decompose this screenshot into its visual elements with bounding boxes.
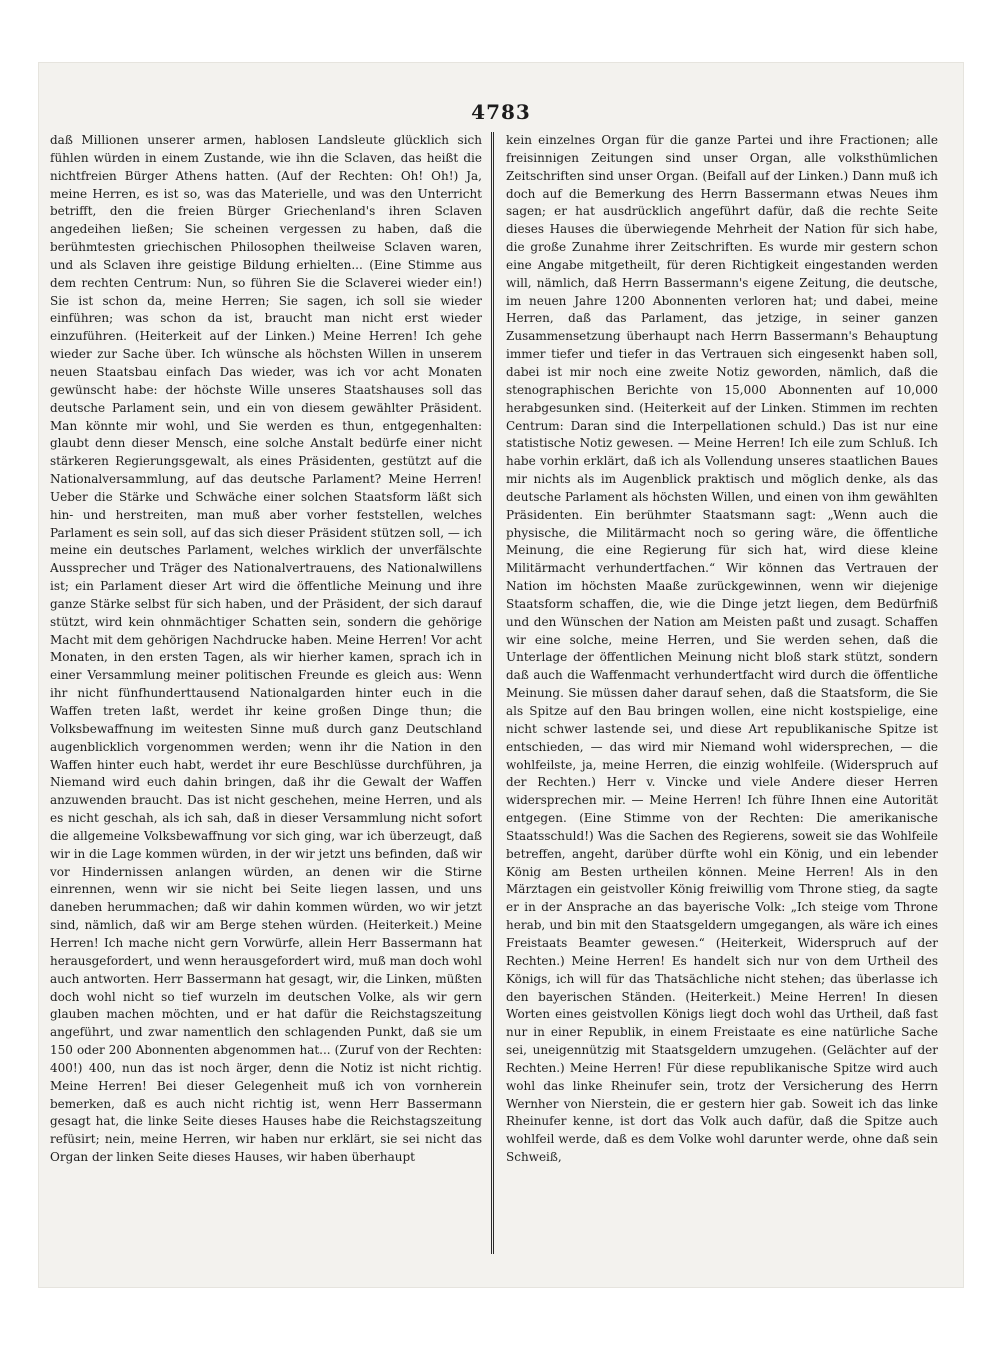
left-column-text: daß Millionen unserer armen, hablosen Landsleute glücklich sich fühlen würden in einem Zustande, wie ihn die Sclaven, das heißt die nichtfreien Bürger Athens hatten. (Auf der Rechten: Oh! Oh!) Ja, meine Herren, es ist so, was das Materielle, und was den Unterricht betrifft, den die freien Bürger Griechenland's ihren Sclaven angedeihen ließen; Sie scheinen vergessen zu haben, daß die berühmtesten griechischen Philosophen theilweise Sclaven waren, und als Sclaven ihre geistige Bildung erhielten... (Eine Stimme aus dem rechten Centrum: Nun, so führen Sie die Sclaverei wieder ein!) Sie ist schon da, meine Herren; Sie sagen, ich soll sie wieder einführen; was schon da ist, braucht man nicht erst wieder einzuführen. (Heiterkeit auf der Linken.) Meine Herren! Ich gehe wieder zur Sache über. Ich wünsche als höchsten Willen in unserem neuen Staatsbau einfach Das wieder, was ich vor acht Monaten gewünscht habe: der höchste Wille unseres Staatshauses soll das deutsche Parlament sein, und ein von diesem gewählter Präsident. Man könnte mir wohl, und Sie werden es thun, entgegenhalten: glaubt denn dieser Mensch, eine solche Anstalt bedürfe einer nicht stärkeren Regierungsgewalt, als eines Präsidenten, gestützt auf die Nationalversammlung, auf das deutsche Parlament? Meine Herren! Ueber die Stärke und Schwäche einer solchen Staatsform läßt sich hin- und herstreiten, man muß aber vorher feststellen, welches Parlament es sein soll, auf das sich dieser Präsident stützen soll, — ich meine ein deutsches Parlament, welches wirklich der unverfälschte Aussprecher und Träger des Nationalvertrauens, des Nationalwillens ist; ein Parlament dieser Art wird die öffentliche Meinung und ihre ganze Stärke selbst für sich haben, und der Präsident, der sich darauf stützt, wird kein ohnmächtiger Schatten sein, sondern die gehörige Macht mit dem gehörigen Nachdrucke haben. Meine Herren! Vor acht Monaten, in den ersten Tagen, als wir hierher kamen, sprach ich in einer Versammlung meiner politischen Freunde es gleich aus: Wenn ihr nicht fünfhunderttausend Nationalgarden hinter euch in die Waffen treten laßt, werdet ihr keine großen Dinge thun; die Volksbewaffnung im weitesten Sinne muß durch ganz Deutschland augenblicklich vorgenommen werden; wenn ihr die Nation in den Waffen hinter euch habt, werdet ihr eure Beschlüsse durchführen, ja Niemand wird euch dahin bringen, daß ihr die Gewalt der Waffen anzuwenden braucht. Das ist nicht geschehen, meine Herren, und als es nicht geschah, als ich sah, daß in dieser Versammlung nicht sofort die allgemeine Volksbewaffnung vor sich ging, war ich überzeugt, daß wir in die Lage kommen würden, in der wir jetzt uns befinden, daß wir vor Hindernissen anlangen würden, an denen wir die Stirne einrennen, wenn wir sie nicht bei Seite liegen lassen, und uns daneben herummachen; daß wir dahin kommen würden, wo wir jetzt sind, nämlich, daß wir am Berge stehen würden. (Heiterkeit.) Meine Herren! Ich mache nicht gern Vorwürfe, allein Herr Bassermann hat herausgefordert, und wenn herausgefordert wird, muß man doch wohl auch antworten. Herr Bassermann hat gesagt, wir, die Linken, müßten doch wohl nicht so tief wurzeln im deutschen Volke, als wir gern glauben machen möchten, und er hat dafür die Reichstagszeitung angeführt, und zwar namentlich den schlagenden Punkt, daß sie um 150 oder 200 Abonnenten abgenommen hat... (Zuruf von der Rechten: 400!) 400, nun das ist noch ärger, denn die Notiz ist nicht richtig. Meine Herren! Bei dieser Gelegenheit muß ich von vornherein bemerken, daß es auch nicht richtig ist, wenn Herr Bassermann gesagt hat, die linke Seite dieses Hauses habe die Reichstagszeitung refüsirt; nein, meine Herren, wir haben nur erklärt, sie sei nicht das Organ der linken Seite dieses Hauses, wir haben überhaupt	[50, 133, 482, 1165]
right-column-text: kein einzelnes Organ für die ganze Partei und ihre Fractionen; alle freisinnigen Zeitungen sind unser Organ, alle volksthümlichen Zeitschriften sind unser Organ. (Beifall auf der Linken.) Dann muß ich doch auf die Bemerkung des Herrn Bassermann etwas Neues ihm sagen; er hat ausdrücklich angeführt dafür, daß die rechte Seite dieses Hauses die überwiegende Mehrheit der Nation für sich habe, die große Zunahme ihrer Zeitschriften. Es wurde mir gestern schon eine Angabe mitgetheilt, für deren Richtigkeit eingestanden werden will, nämlich, daß Herrn Bassermann's eigene Zeitung, die deutsche, im neuen Jahre 1200 Abonnenten verloren hat; und dabei, meine Herren, daß das Parlament, das jetzige, in seiner ganzen Zusammensetzung überhaupt nach Herrn Bassermann's Behauptung immer tiefer und tiefer in das Vertrauen sich eingesenkt haben soll, dabei ist mir noch eine zweite Notiz geworden, nämlich, daß die stenographischen Berichte von 15,000 Abonnenten auf 10,000 herabgesunken sind. (Heiterkeit auf der Linken. Stimmen im rechten Centrum: Daran sind die Interpellationen schuld.) Das ist nur eine statistische Notiz gewesen. — Meine Herren! Ich eile zum Schluß. Ich habe vorhin erklärt, daß ich als Vollendung unseres staatlichen Baues mir nichts als im Augenblick praktisch und möglich denke, als das deutsche Parlament als höchsten Willen, und einen von ihm gewählten Präsidenten. Ein berühmter Staatsmann sagt: „Wenn auch die physische, die Militärmacht noch so gering wäre, die öffentliche Meinung, die eine Regierung für sich hat, wird diese kleine Militärmacht verhundertfachen.“ Wir können das Vertrauen der Nation im höchsten Maaße zurückgewinnen, wenn wir diejenige Staatsform schaffen, die, wie die Dinge jetzt liegen, dem Bedürfniß und den Wünschen der Nation am Meisten paßt und zusagt. Schaffen wir eine solche, meine Herren, und Sie werden sehen, daß die Unterlage der öffentlichen Meinung nicht bloß stark stützt, sondern daß auch die Waffenmacht verhundertfacht wird durch die öffentliche Meinung. Sie müssen daher darauf sehen, daß die Staatsform, die Sie als Spitze auf den Bau bringen wollen, eine nicht kostspielige, eine nicht schwer lastende sei, und diese Art republikanische Spitze ist entschieden, — das wird mir Niemand wohl widersprechen, — die wohlfeilste, ja, meine Herren, die einzig wohlfeile. (Widerspruch auf der Rechten.) Herr v. Vincke und viele Andere dieser Herren widersprechen mir. — Meine Herren! Ich führe Ihnen eine Autorität entgegen. (Eine Stimme von der Rechten: Die amerikanische Staatsschuld!) Was die Sachen des Regierens, soweit sie das Wohlfeile betreffen, angeht, darüber dürfte wohl ein König, und ein lebender König am Besten urtheilen können. Meine Herren! Als in den Märztagen ein geistvoller König freiwillig vom Throne stieg, da sagte er in der Ansprache an das bayerische Volk: „Ich steige vom Throne herab, und bin mit den Staatsgeldern umgegangen, als wäre ich eines Freistaats Beamter gewesen.“ (Heiterkeit, Widerspruch auf der Rechten.) Meine Herren! Es handelt sich nur von dem Urtheil des Königs, ich will für das Thatsächliche nicht stehen; das überlasse ich den bayerischen Ständen. (Heiterkeit.) Meine Herren! In diesen Worten eines geistvollen Königs liegt doch wohl das Urtheil, daß fast nur in einer Republik, in einem Freistaate es eine natürliche Sache sei, uneigennützig mit Staatsgeldern umzugehen. (Gelächter auf der Rechten.) Meine Herren! Für diese republikanische Spitze wird auch wohl das linke Rheinufer sein, trotz der Versicherung des Herrn Wernher von Nierstein, die er gestern hier gab. Soweit ich das linke Rheinufer kenne, ist dort das Volk auch dafür, daß die Spitze auch wohlfeil werde, daß es dem Volke wohl darunter werde, ohne daß sein Schweiß,	[506, 133, 938, 1165]
right-column	[506, 132, 938, 1264]
column-divider	[491, 132, 494, 1254]
left-column	[50, 132, 482, 1264]
document-page	[38, 62, 964, 1288]
page-number: 4783	[471, 100, 531, 124]
